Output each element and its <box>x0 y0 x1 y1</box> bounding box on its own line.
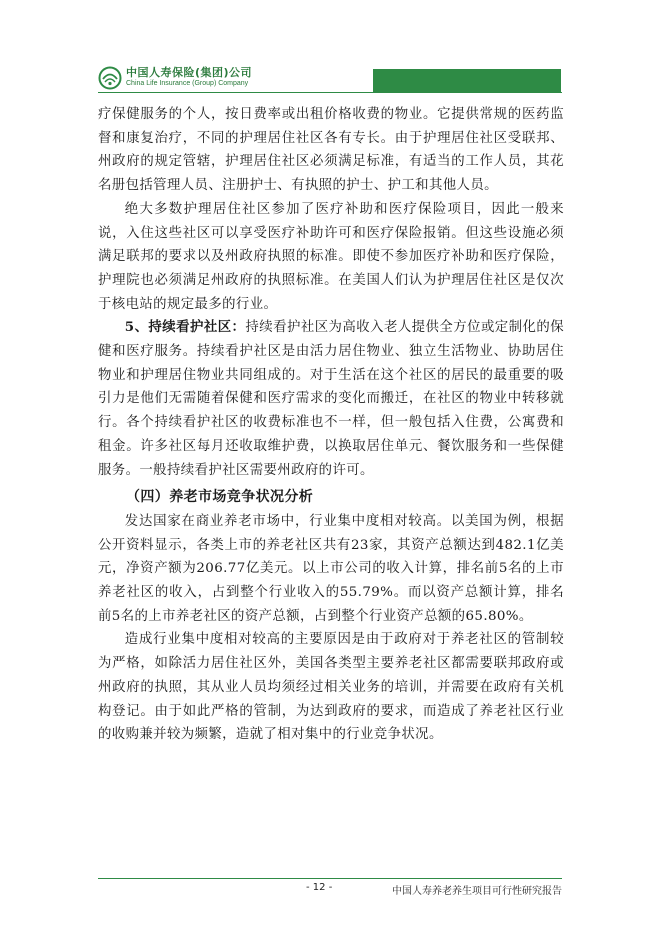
company-name <box>126 66 252 88</box>
ccrc-lead-heading: 5、持续看护社区： <box>124 319 246 336</box>
document-body <box>98 103 564 747</box>
paragraph-medicaid-medicare: 绝大多数护理居住社区参加了医疗补助和医疗保险项目，因此一般来说，入住这些社区可以享受医疗补助许可和医疗保险报销。但这些设施必须满足联邦的要求以及州政府执照的标准。即使不参加医疗补助和医疗保险，护理院也必须满足州政府的执照标准。在美国人们认为护理居住社区是仅次于核电站的规定最多的行业。 <box>98 201 564 312</box>
paragraph-market-concentration: 发达国家在商业养老市场中，行业集中度相对较高。以美国为例，根据公开资料显示，各类上市的养老社区共有23家，其资产总额达到482.1亿美元，净资产额为206.77亿美元。以上市公司的收入计算，排名前5名的上市养老社区的收入，占到整个行业收入的55.79%。而以资产总额计算，排名前5名的上市养老社区的资产总额，占到整个行业资产总额的65.80%。 <box>98 513 564 624</box>
china-life-logo-icon <box>98 66 122 90</box>
header-accent-bar <box>373 69 561 93</box>
paragraph-regulation-reasons: 造成行业集中度相对较高的主要原因是由于政府对于养老社区的管制较为严格，如除活力居住社区外，美国各类型主要养老社区都需要联邦政府或州政府的执照，其从业人员均须经过相关业务的培训，并需要在政府有关机构登记。由于如此严格的管制，为达到政府的要求，而造成了养老社区行业的收购兼并较为频繁，造就了相对集中的行业竞争状况。 <box>98 632 564 743</box>
section-heading: （四）养老市场竞争状况分析 <box>126 489 314 506</box>
header-divider <box>98 92 562 93</box>
footer-divider <box>98 878 562 879</box>
page-number: - 12 - <box>306 882 333 893</box>
paragraph-ccrc <box>98 316 564 482</box>
page-header <box>98 64 562 94</box>
paragraph-nursing-home-services: 疗保健服务的个人，按日费率或出租价格收费的物业。它提供常规的医药监督和康复治疗，不同的护理居住社区各有专长。由于护理居住社区受联邦、州政府的规定管辖，护理居住社区必须满足标准，有适当的工作人员，其花名册包括管理人员、注册护士、有执照的护士、护工和其他人员。 <box>98 107 564 194</box>
document-title: 中国人寿养老养生项目可行性研究报告 <box>392 886 562 897</box>
ccrc-body-text: 持续看护社区为高收入老人提供全方位或定制化的保健和医疗服务。持续看护社区是由活力居住物业、独立生活物业、协助居住物业和护理居住物业共同组成的。对于生活在这个社区的居民的最重要的吸引力是他们无需随着保健和医疗需求的变化而搬迁，在社区的物业中转移就行。各个持续看护社区的收费标准也不一样，但一般包括入住费，公寓费和租金。许多社区每月还收取维护费，以换取居住单元、餐饮服务和一些保健服务。一般持续看护社区需要州政府的许可。 <box>98 320 565 478</box>
page-footer <box>98 882 562 898</box>
company-name-cn: 中国人寿保险(集团)公司 <box>126 66 253 79</box>
company-name-en: China Life Insurance (Group) Company <box>126 80 249 87</box>
